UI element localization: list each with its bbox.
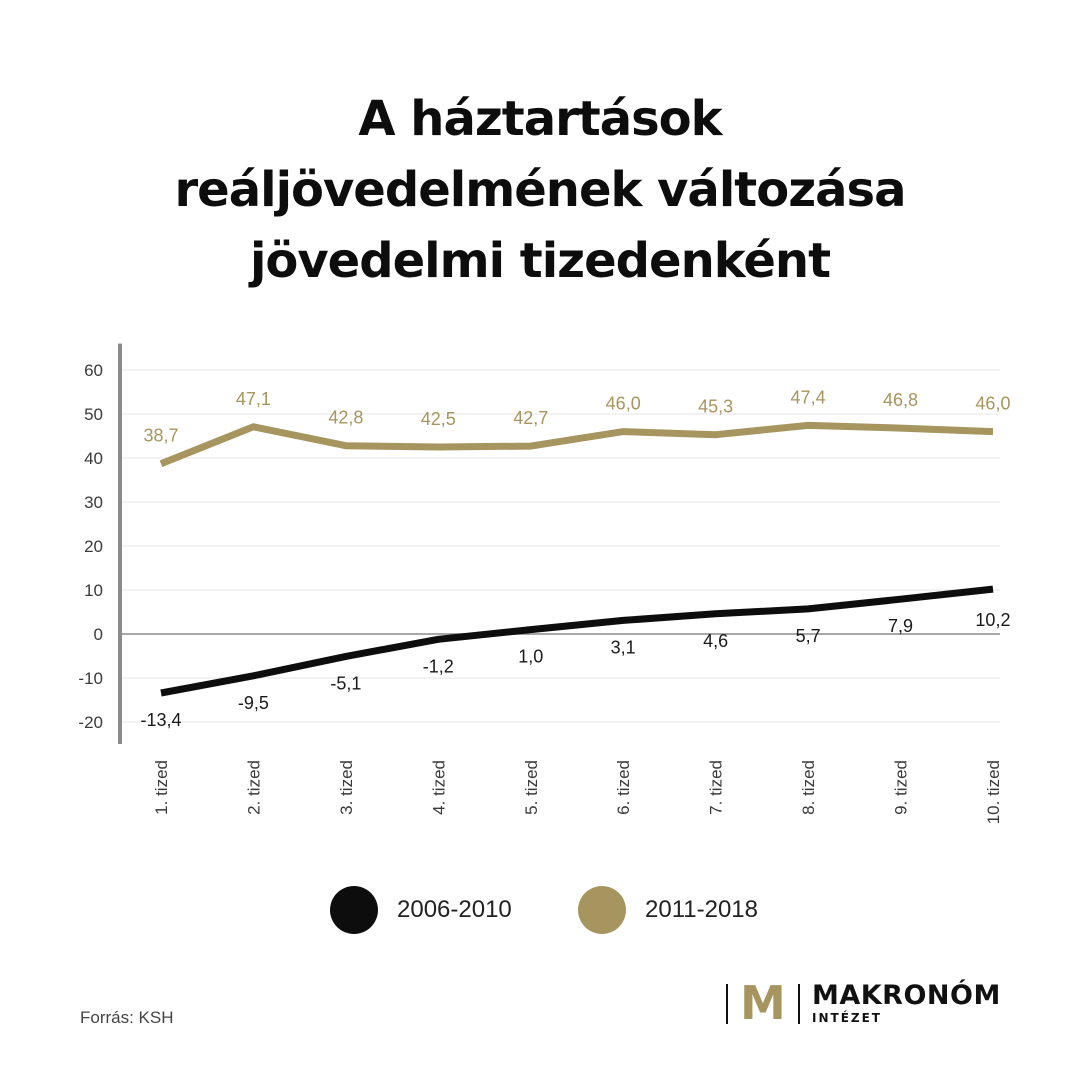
series-lines: [161, 425, 993, 693]
data-label: 4,6: [703, 630, 729, 651]
data-label: -1,2: [422, 656, 454, 677]
data-label: 3,1: [610, 637, 636, 658]
data-label: 46,0: [975, 393, 1011, 414]
logo-subtitle: INTÉZET: [812, 1011, 882, 1025]
y-tick-label: 30: [84, 493, 103, 512]
logo-divider-left: [726, 984, 728, 1024]
x-tick-label: 4. tized: [429, 760, 449, 815]
y-tick-label: 20: [84, 537, 103, 556]
y-tick-label: 10: [84, 581, 103, 600]
data-label: 5,7: [795, 625, 821, 646]
x-tick-label: 3. tized: [336, 760, 356, 815]
x-tick-labels: [152, 760, 1003, 824]
x-tick-label: 5. tized: [521, 760, 541, 815]
makronom-logo: [726, 976, 1006, 1030]
title-line-1: A háztartások: [358, 91, 722, 147]
data-label: 1,0: [518, 646, 544, 667]
x-tick-label: 6. tized: [614, 760, 634, 815]
data-label: 47,4: [790, 387, 826, 408]
data-label: 46,8: [882, 390, 919, 411]
y-tick-label: 50: [84, 405, 103, 424]
logo-mark: M: [740, 976, 786, 1030]
y-tick-label: 40: [84, 449, 103, 468]
x-tick-label: 10. tized: [983, 759, 1003, 825]
y-tick-label: -20: [78, 713, 103, 732]
y-tick-label: 60: [84, 361, 103, 380]
logo-name: MAKRONÓM: [812, 980, 1001, 1011]
x-tick-label: 9. tized: [891, 760, 911, 815]
source-note: Forrás: KSH: [80, 1008, 174, 1027]
data-label: -13,4: [140, 709, 182, 730]
data-label: 38,7: [143, 425, 179, 446]
x-tick-label: 2. tized: [244, 760, 264, 815]
title-line-3: jövedelmi tizedenként: [249, 233, 831, 289]
gridlines: [120, 370, 1000, 722]
data-label: 42,8: [328, 407, 364, 428]
data-label: 10,2: [975, 610, 1011, 631]
legend: [0, 884, 1080, 936]
y-tick-labels: [78, 361, 103, 732]
data-label: 42,5: [420, 409, 456, 429]
y-tick-label: 0: [93, 625, 103, 644]
legend-item-2006-2010: [330, 884, 512, 936]
data-label: -9,5: [237, 692, 269, 713]
data-label: 42,7: [513, 408, 549, 429]
x-tick-label: 7. tized: [706, 760, 726, 815]
data-label: 7,9: [888, 616, 914, 637]
x-tick-label: 1. tized: [152, 760, 171, 815]
logo-divider-right: [798, 984, 800, 1024]
legend-label: 2011-2018: [645, 896, 758, 923]
x-tick-label: 8. tized: [799, 760, 819, 815]
legend-swatch-black: [330, 886, 378, 934]
legend-item-2011-2018: [578, 884, 758, 936]
title-line-2: reáljövedelmének változása: [174, 162, 906, 218]
data-label: 46,0: [605, 393, 641, 414]
data-label: -5,1: [330, 673, 362, 694]
legend-label: 2006-2010: [397, 896, 512, 923]
legend-swatch-gold: [578, 886, 626, 934]
y-tick-label: -10: [78, 669, 103, 688]
data-label: 47,1: [235, 388, 271, 409]
series-line-2006-2010: [161, 589, 993, 693]
data-label: 45,3: [698, 396, 734, 417]
